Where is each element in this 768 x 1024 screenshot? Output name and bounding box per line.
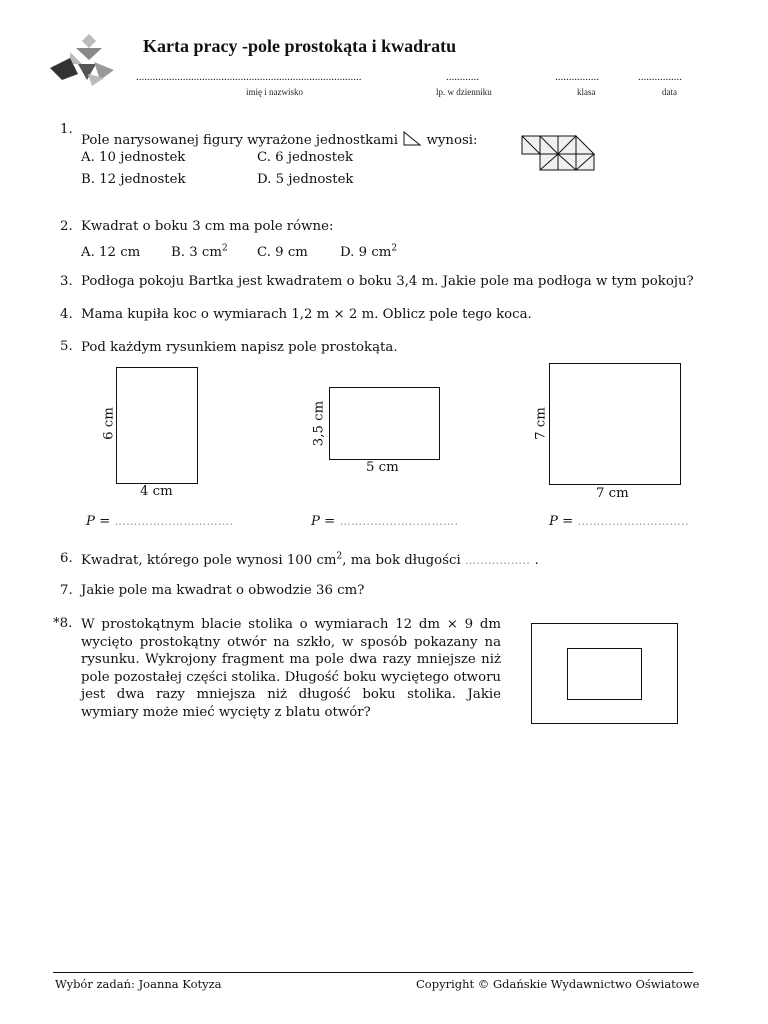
q8-number: *8. bbox=[53, 616, 73, 631]
q6-end: . bbox=[534, 553, 539, 568]
label-class: klasa bbox=[577, 87, 596, 97]
label-date: data bbox=[662, 87, 677, 97]
p-dots-1: …………………………. bbox=[114, 515, 234, 528]
p-label-2: P bbox=[311, 514, 320, 529]
footer-rule bbox=[53, 972, 693, 973]
q1-number: 1. bbox=[60, 122, 73, 137]
rectangle-1-height: 6 cm bbox=[101, 407, 117, 440]
date-line[interactable]: ................ bbox=[638, 71, 682, 83]
q7-text: Jakie pole ma kwadrat o obwodzie 36 cm? bbox=[81, 583, 365, 598]
q5-number: 5. bbox=[60, 339, 73, 354]
rectangle-1-width: 4 cm bbox=[140, 484, 173, 499]
p-label-3: P bbox=[549, 514, 558, 529]
p-eq-2: = bbox=[319, 514, 340, 529]
tangram-logo bbox=[48, 34, 116, 88]
q2-answer-b-text: B. 3 cm bbox=[171, 245, 222, 260]
q5-text: Pod każdym rysunkiem napisz pole prostokąta. bbox=[81, 340, 398, 355]
q7-number: 7. bbox=[60, 583, 73, 598]
q1-figure bbox=[520, 134, 600, 172]
footer-author: Wybór zadań: Joanna Kotyza bbox=[55, 977, 222, 991]
footer-copyright: Copyright © Gdańskie Wydawnictwo Oświatowe bbox=[416, 977, 700, 991]
rectangle-3 bbox=[549, 363, 681, 485]
name-line[interactable]: .................................................................................. bbox=[136, 71, 362, 83]
p-eq-3: = bbox=[557, 514, 578, 529]
unit-triangle-icon bbox=[402, 130, 422, 146]
q2-number: 2. bbox=[60, 219, 73, 234]
page-title: Karta pracy -pole prostokąta i kwadratu bbox=[143, 36, 457, 56]
q6-text-after: , ma bok długości bbox=[342, 553, 461, 568]
q1-answer-a[interactable]: A. 10 jednostek bbox=[81, 150, 186, 165]
q2-answer-d-text: D. 9 cm bbox=[340, 245, 392, 260]
q6-sup: 2 bbox=[336, 551, 343, 562]
rectangle-1 bbox=[116, 367, 198, 484]
label-name: imię i nazwisko bbox=[246, 87, 303, 97]
class-line[interactable]: ................ bbox=[555, 71, 599, 83]
q1-answer-c[interactable]: C. 6 jednostek bbox=[257, 150, 354, 165]
p-label-1: P bbox=[86, 514, 95, 529]
q1-text-before: Pole narysowanej figury wyrażone jednostkami bbox=[81, 133, 399, 148]
rectangle-3-answer[interactable] bbox=[549, 514, 689, 529]
q1-answer-b[interactable]: B. 12 jednostek bbox=[81, 172, 186, 187]
q4-number: 4. bbox=[60, 307, 73, 322]
number-line[interactable]: ............ bbox=[446, 71, 479, 83]
glass-hole bbox=[567, 648, 642, 700]
q2-answer-b-sup: 2 bbox=[221, 243, 228, 254]
rectangle-3-height: 7 cm bbox=[533, 407, 549, 440]
label-number: lp. w dzienniku bbox=[436, 87, 492, 97]
q2-answer-c[interactable]: C. 9 cm bbox=[257, 245, 308, 260]
p-eq-1: = bbox=[94, 514, 115, 529]
q6-answer-dots[interactable]: …………….. bbox=[464, 554, 531, 567]
p-dots-2: …………………………. bbox=[339, 515, 459, 528]
rectangle-1-answer[interactable] bbox=[86, 514, 234, 529]
q1-text bbox=[81, 130, 478, 148]
q2-answer-d[interactable] bbox=[340, 245, 397, 260]
q1-text-after: wynosi: bbox=[426, 133, 478, 148]
q2-answer-d-sup: 2 bbox=[391, 243, 398, 254]
rectangle-2-width: 5 cm bbox=[366, 460, 399, 475]
q3-text: Podłoga pokoju Bartka jest kwadratem o boku 3,4 m. Jakie pole ma podłoga w tym pokoju? bbox=[81, 274, 694, 289]
q6-number: 6. bbox=[60, 551, 73, 566]
q4-text: Mama kupiła koc o wymiarach 1,2 m × 2 m. Oblicz pole tego koca. bbox=[81, 307, 532, 322]
q3-number: 3. bbox=[60, 274, 73, 289]
q2-text: Kwadrat o boku 3 cm ma pole równe: bbox=[81, 219, 334, 234]
q2-answer-a[interactable]: A. 12 cm bbox=[81, 245, 141, 260]
rectangle-2-height: 3,5 cm bbox=[311, 400, 327, 447]
rectangle-2 bbox=[329, 387, 440, 460]
q6-text bbox=[81, 553, 539, 568]
p-dots-3: ……………………….. bbox=[577, 515, 690, 528]
q6-text-before: Kwadrat, którego pole wynosi 100 cm bbox=[81, 553, 337, 568]
q8-text: W prostokątnym blacie stolika o wymiarach 12 dm × 9 dm wycięto prostokątny otwór na szkło, w sposób pokazany na rysunku. Wykrojony fragment ma pole dwa razy mniejsze niż pole pozostałej części stolika. Długość boku wyciętego otworu jest dwa razy mniejsza niż długość boku stolika. Jakie wymiary może mieć wycięty z blatu otwór? bbox=[81, 617, 501, 720]
rectangle-2-answer[interactable] bbox=[311, 514, 459, 529]
rectangle-3-width: 7 cm bbox=[596, 486, 629, 501]
q1-answer-d[interactable]: D. 5 jednostek bbox=[257, 172, 354, 187]
q2-answer-b[interactable] bbox=[171, 245, 228, 260]
